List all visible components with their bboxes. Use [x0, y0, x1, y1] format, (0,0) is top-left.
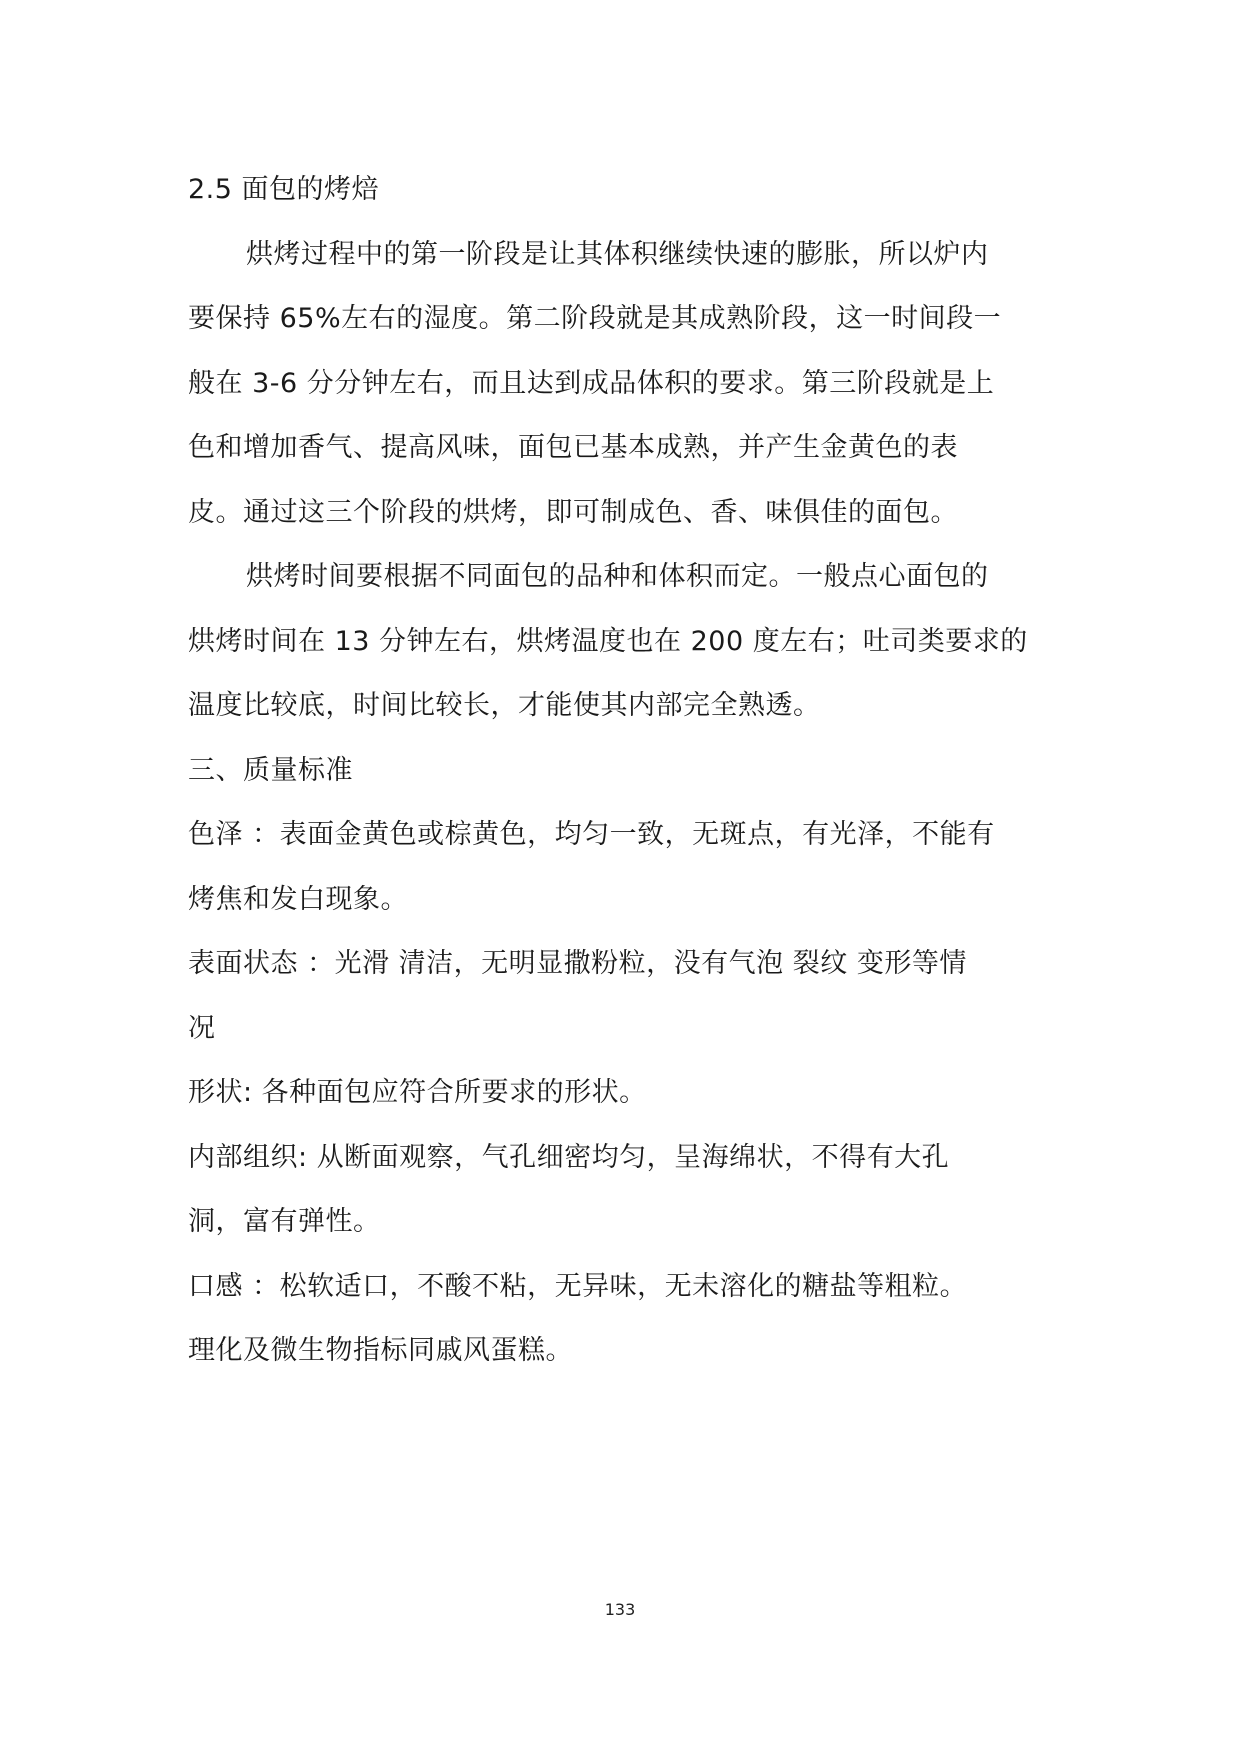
paragraph-line: 般在 3-6 分分钟左右，而且达到成品体积的要求。第三阶段就是上: [188, 367, 995, 399]
paragraph-line: 烘烤时间要根据不同面包的品种和体积而定。一般点心面包的: [246, 561, 989, 592]
criterion-color: [188, 803, 1068, 932]
paragraph-baking-stages: [188, 223, 1068, 546]
paragraph-line: 皮。通过这三个阶段的烘烤，即可制成色、香、味俱佳的面包。: [188, 496, 958, 528]
page-number: 133: [604, 1600, 636, 1619]
paragraph-line: 烘烤过程中的第一阶段是让其体积继续快速的膨胀，所以炉内: [246, 238, 989, 270]
criterion-shape: 形状: 各种面包应符合所要求的形状。: [188, 1077, 647, 1108]
paragraph-line: 色和增加香气、提高风味，面包已基本成熟，并产生金黄色的表: [188, 432, 958, 463]
paragraph-baking-time: [188, 545, 1068, 739]
paragraph-line: 温度比较底，时间比较长，才能使其内部完全熟透。: [188, 690, 821, 721]
paragraph-line: 要保持 65%左右的湿度。第二阶段就是其成熟阶段，这一时间段一: [188, 303, 1002, 334]
paragraph-line: 烘烤时间在 13 分钟左右，烘烤温度也在 200 度左右；吐司类要求的: [188, 625, 1028, 657]
criterion-taste: 口感 ：松软适口，不酸不粘，无异味，无未溶化的糖盐等粗粒。: [188, 1270, 968, 1302]
criterion-line: 表面状态 ：光滑 清洁，无明显撒粉粒，没有气泡 裂纹 变形等情: [188, 948, 967, 979]
criterion-texture: [188, 1126, 1068, 1255]
document-body: [188, 158, 1068, 1384]
criterion-line: 况: [188, 1012, 216, 1044]
criterion-line: 内部组织: 从断面观察，气孔细密均匀，呈海绵状，不得有大孔: [188, 1141, 950, 1173]
quality-standard-heading: 三、质量标准: [188, 754, 353, 786]
criterion-line: 烤焦和发白现象。: [188, 883, 408, 915]
criterion-indicators: 理化及微生物指标同戚风蛋糕。: [188, 1335, 573, 1366]
criterion-surface: [188, 932, 1068, 1061]
section-heading: 2.5 面包的烤焙: [188, 174, 380, 205]
criterion-line: 色泽 ：表面金黄色或棕黄色，均匀一致，无斑点，有光泽，不能有: [188, 819, 995, 850]
criterion-line: 洞，富有弹性。: [188, 1206, 381, 1237]
